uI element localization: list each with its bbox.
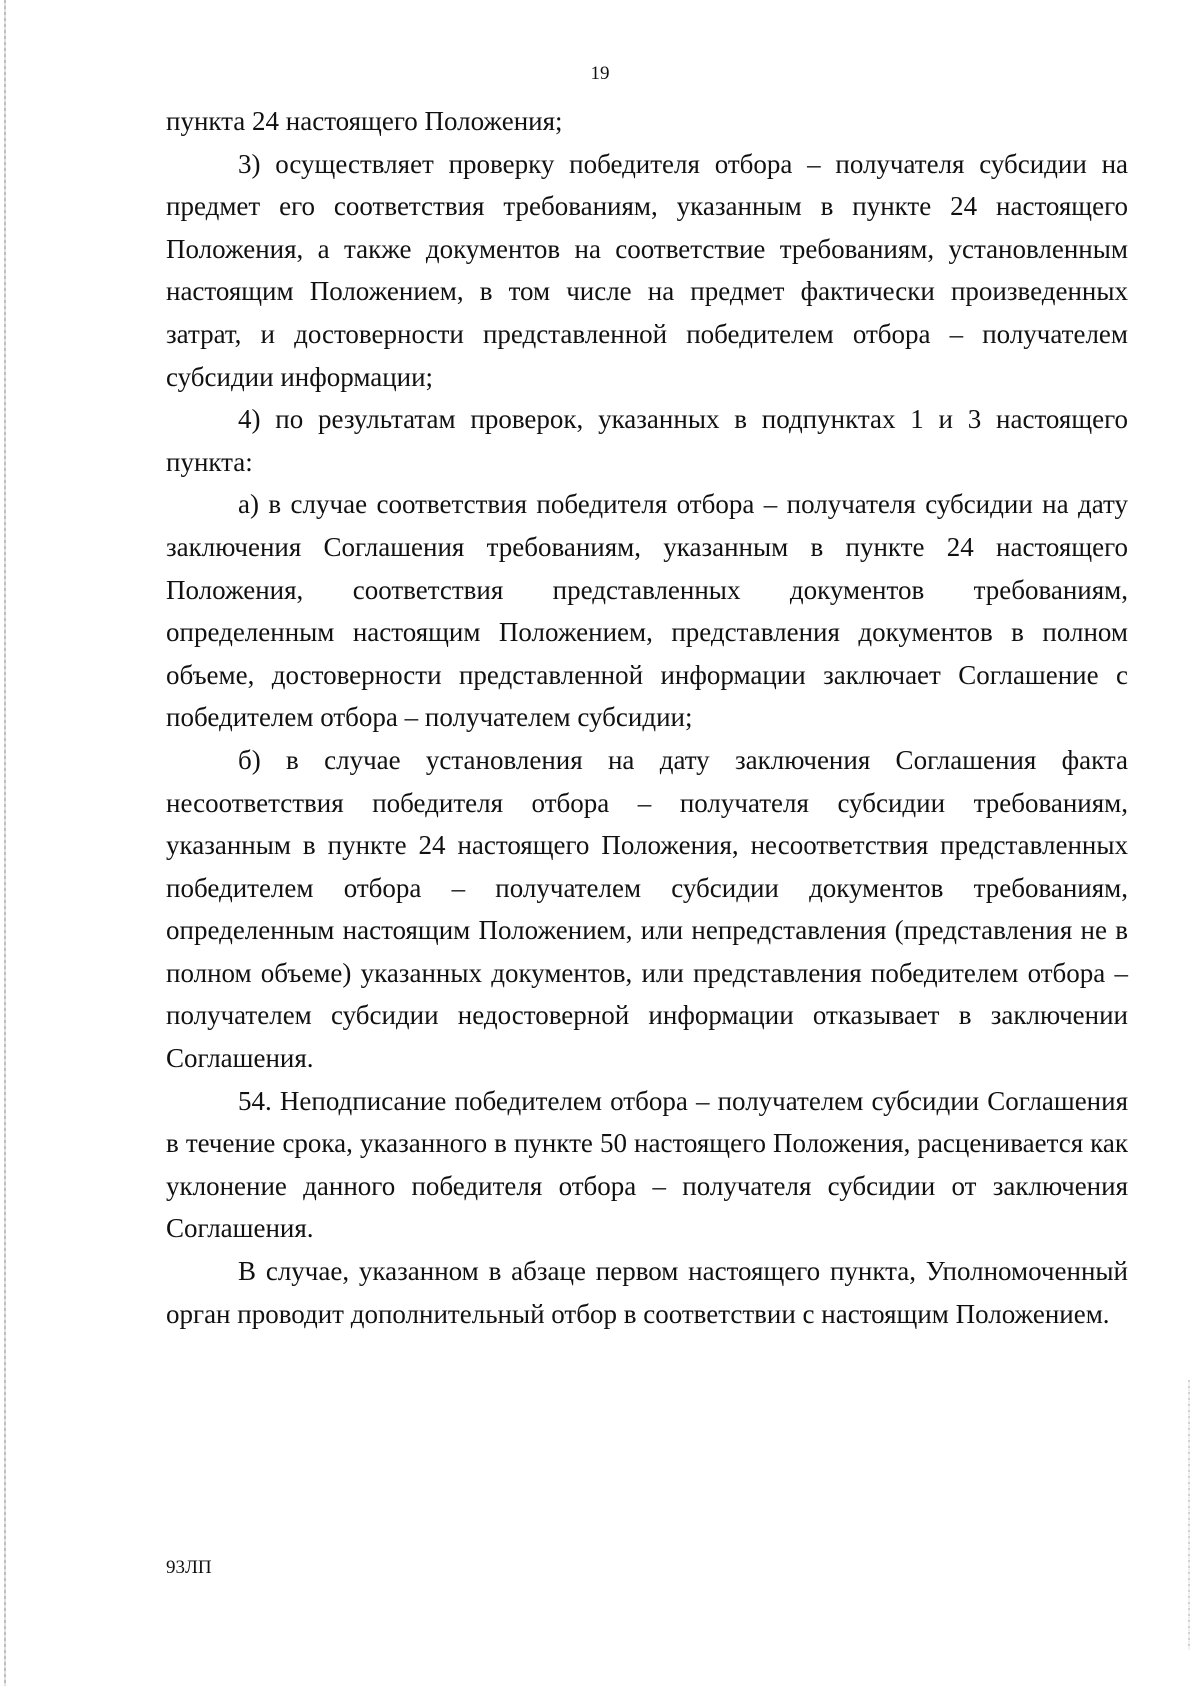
paragraph-clause-54: 54. Неподписание победителем отбора – получателем субсидии Соглашения в течение срока, указанного в пункте 50 настоящего Положения, расценивается как уклонение данного победителя отбора – получателя субсидии от заключения Соглашения.	[166, 1085, 1128, 1244]
paragraph-item-4: 4) по результатам проверок, указанных в подпунктах 1 и 3 настоящего пункта:	[166, 404, 1128, 477]
paragraph-continuation: пункта 24 настоящего Положения;	[166, 106, 563, 136]
paragraph-item-3: 3) осуществляет проверку победителя отбора – получателя субсидии на предмет его соответствия требованиям, указанным в пункте 24 настоящего Положения, а также документов на соответствие требованиям, установленным настоящим Положением, в том числе на предмет фактически произведенных затрат, и достоверности представленной победителем отбора – получателем субсидии информации;	[166, 148, 1128, 392]
paragraph-subitem-a: а) в случае соответствия победителя отбора – получателя субсидии на дату заключения Соглашения требованиям, указанным в пункте 24 настоящего Положения, соответствия представленных документов требованиям, определенным настоящим Положением, представления документов в полном объеме, достоверности представленной информации заключает Соглашение с победителем отбора – получателем субсидии;	[166, 489, 1128, 733]
scan-edge-left	[4, 0, 6, 1686]
page-number: 19	[590, 63, 610, 84]
scan-edge-right	[1188, 1380, 1190, 1650]
paragraph-clause-54-second: В случае, указанном в абзаце первом настоящего пункта, Уполномоченный орган проводит дополнительный отбор в соответствии с настоящим Положением.	[166, 1256, 1128, 1329]
document-body	[166, 100, 1128, 1335]
paragraph-subitem-b: б) в случае установления на дату заключения Соглашения факта несоответствия победителя отбора – получателя субсидии требованиям, указанным в пункте 24 настоящего Положения, несоответствия представленных победителем отбора – получателем субсидии документов требованиям, определенным настоящим Положением, или непредставления (представления не в полном объеме) указанных документов, или представления победителем отбора – получателем субсидии недостоверной информации отказывает в заключении Соглашения.	[166, 744, 1128, 1074]
footer-code: 93ЛП	[166, 1557, 212, 1578]
